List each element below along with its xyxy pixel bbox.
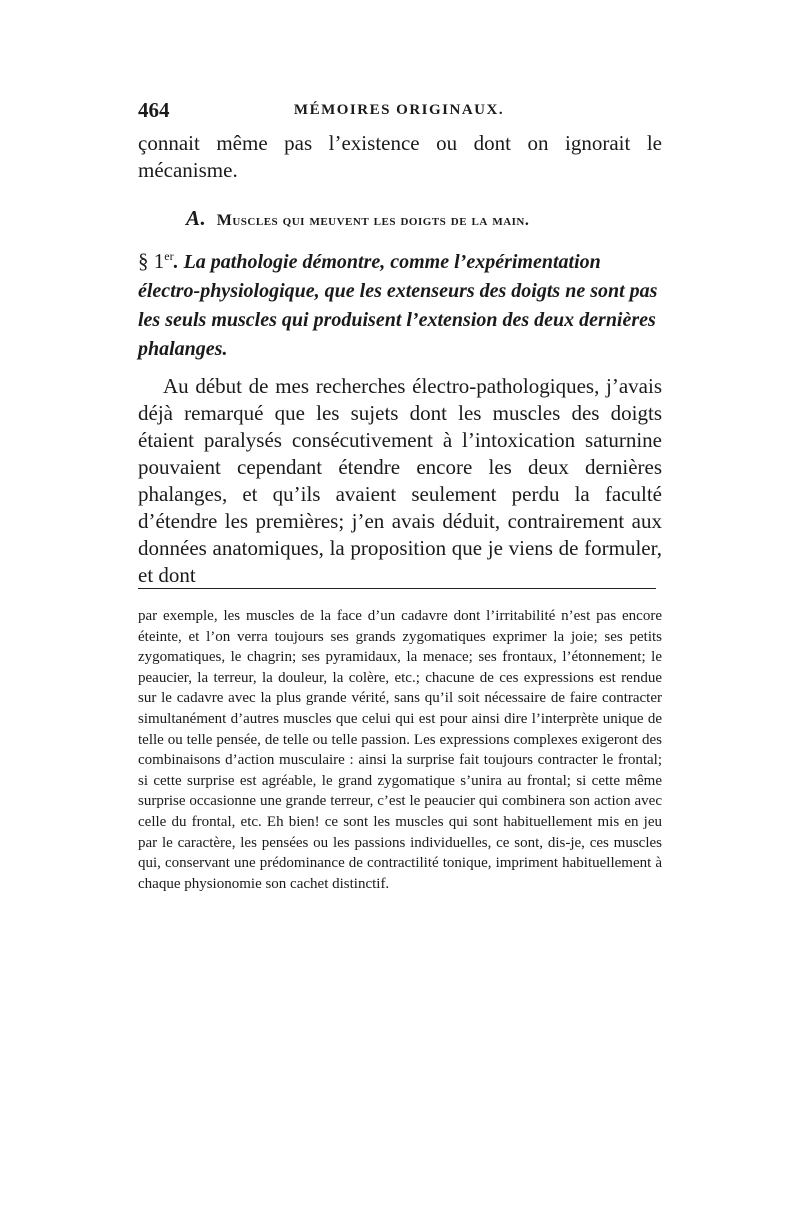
section-title: Muscles qui meuvent les doigts de la main. (216, 212, 530, 229)
footnote-separator (138, 588, 656, 589)
main-paragraph: Au début de mes recherches électro-pathologiques, j’avais déjà remarqué que les sujets dont les muscles des doigts étaient paralysés consécutivement à l’intoxication saturnine pouvaient cependant étendre encore les deux dernières phalanges, et qu’ils avaient seulement perdu la faculté d’étendre les premières; j’en avais déduit, contrairement aux données anatomiques, la proposition que je viens de formuler, et dont (138, 374, 662, 587)
continued-paragraph: çonnait même pas l’existence ou dont on ignorait le mécanisme. (138, 131, 662, 182)
paragraph-marker-text: § 1 (138, 249, 165, 273)
page-number: 464 (138, 98, 170, 122)
paragraph-marker-sup: er (164, 249, 174, 263)
subsection-statement (138, 248, 664, 364)
section-number: A. (186, 206, 207, 230)
page-header (138, 98, 660, 128)
paragraph-marker (138, 249, 174, 273)
subsection-text: . La pathologie démontre, comme l’expérimentation électro-physiologique, que les extenseurs des doigts ne sont pas les seuls muscles qui produisent l’extension des deux dernières phalanges. (138, 251, 658, 360)
section-heading (186, 206, 666, 231)
running-head: MÉMOIRES ORIGINAUX. (293, 102, 505, 118)
footnote-text: par exemple, les muscles de la face d’un cadavre dont l’irritabilité n’est pas encore éteinte, et l’on verra toujours ses grands zygomatiques exprimer la joie; ses petits zygomatiques, le chagrin; ses pyramidaux, la menace; ses frontaux, l’étonnement; le peaucier, la terreur, la douleur, la colère, etc.; chacune de ces expressions est rendue sur le cadavre avec la plus grande vérité, sans qu’il soit nécessaire de faire contracter simultanément d’autres muscles que celui qui est pour ainsi dire l’interprète unique de telle ou telle pensée, de telle ou telle passion. Les expressions complexes exigeront des combinaisons d’action musculaire : ainsi la surprise fait toujours contracter le frontal; si cette surprise est agréable, le grand zygomatique s’unira au frontal; si cette même surprise occasionne une grande terreur, c’est le peaucier qui combinera son action avec celle du frontal, etc. Eh bien! ce sont les muscles qui sont habituellement mis en jeu par le caractère, les pensées ou les passions individuelles, ce sont, dis-je, ces muscles qui, conservant une prédominance de contractilité tonique, impriment habituellement à chaque physionomie son cachet distinctif. (138, 608, 662, 892)
